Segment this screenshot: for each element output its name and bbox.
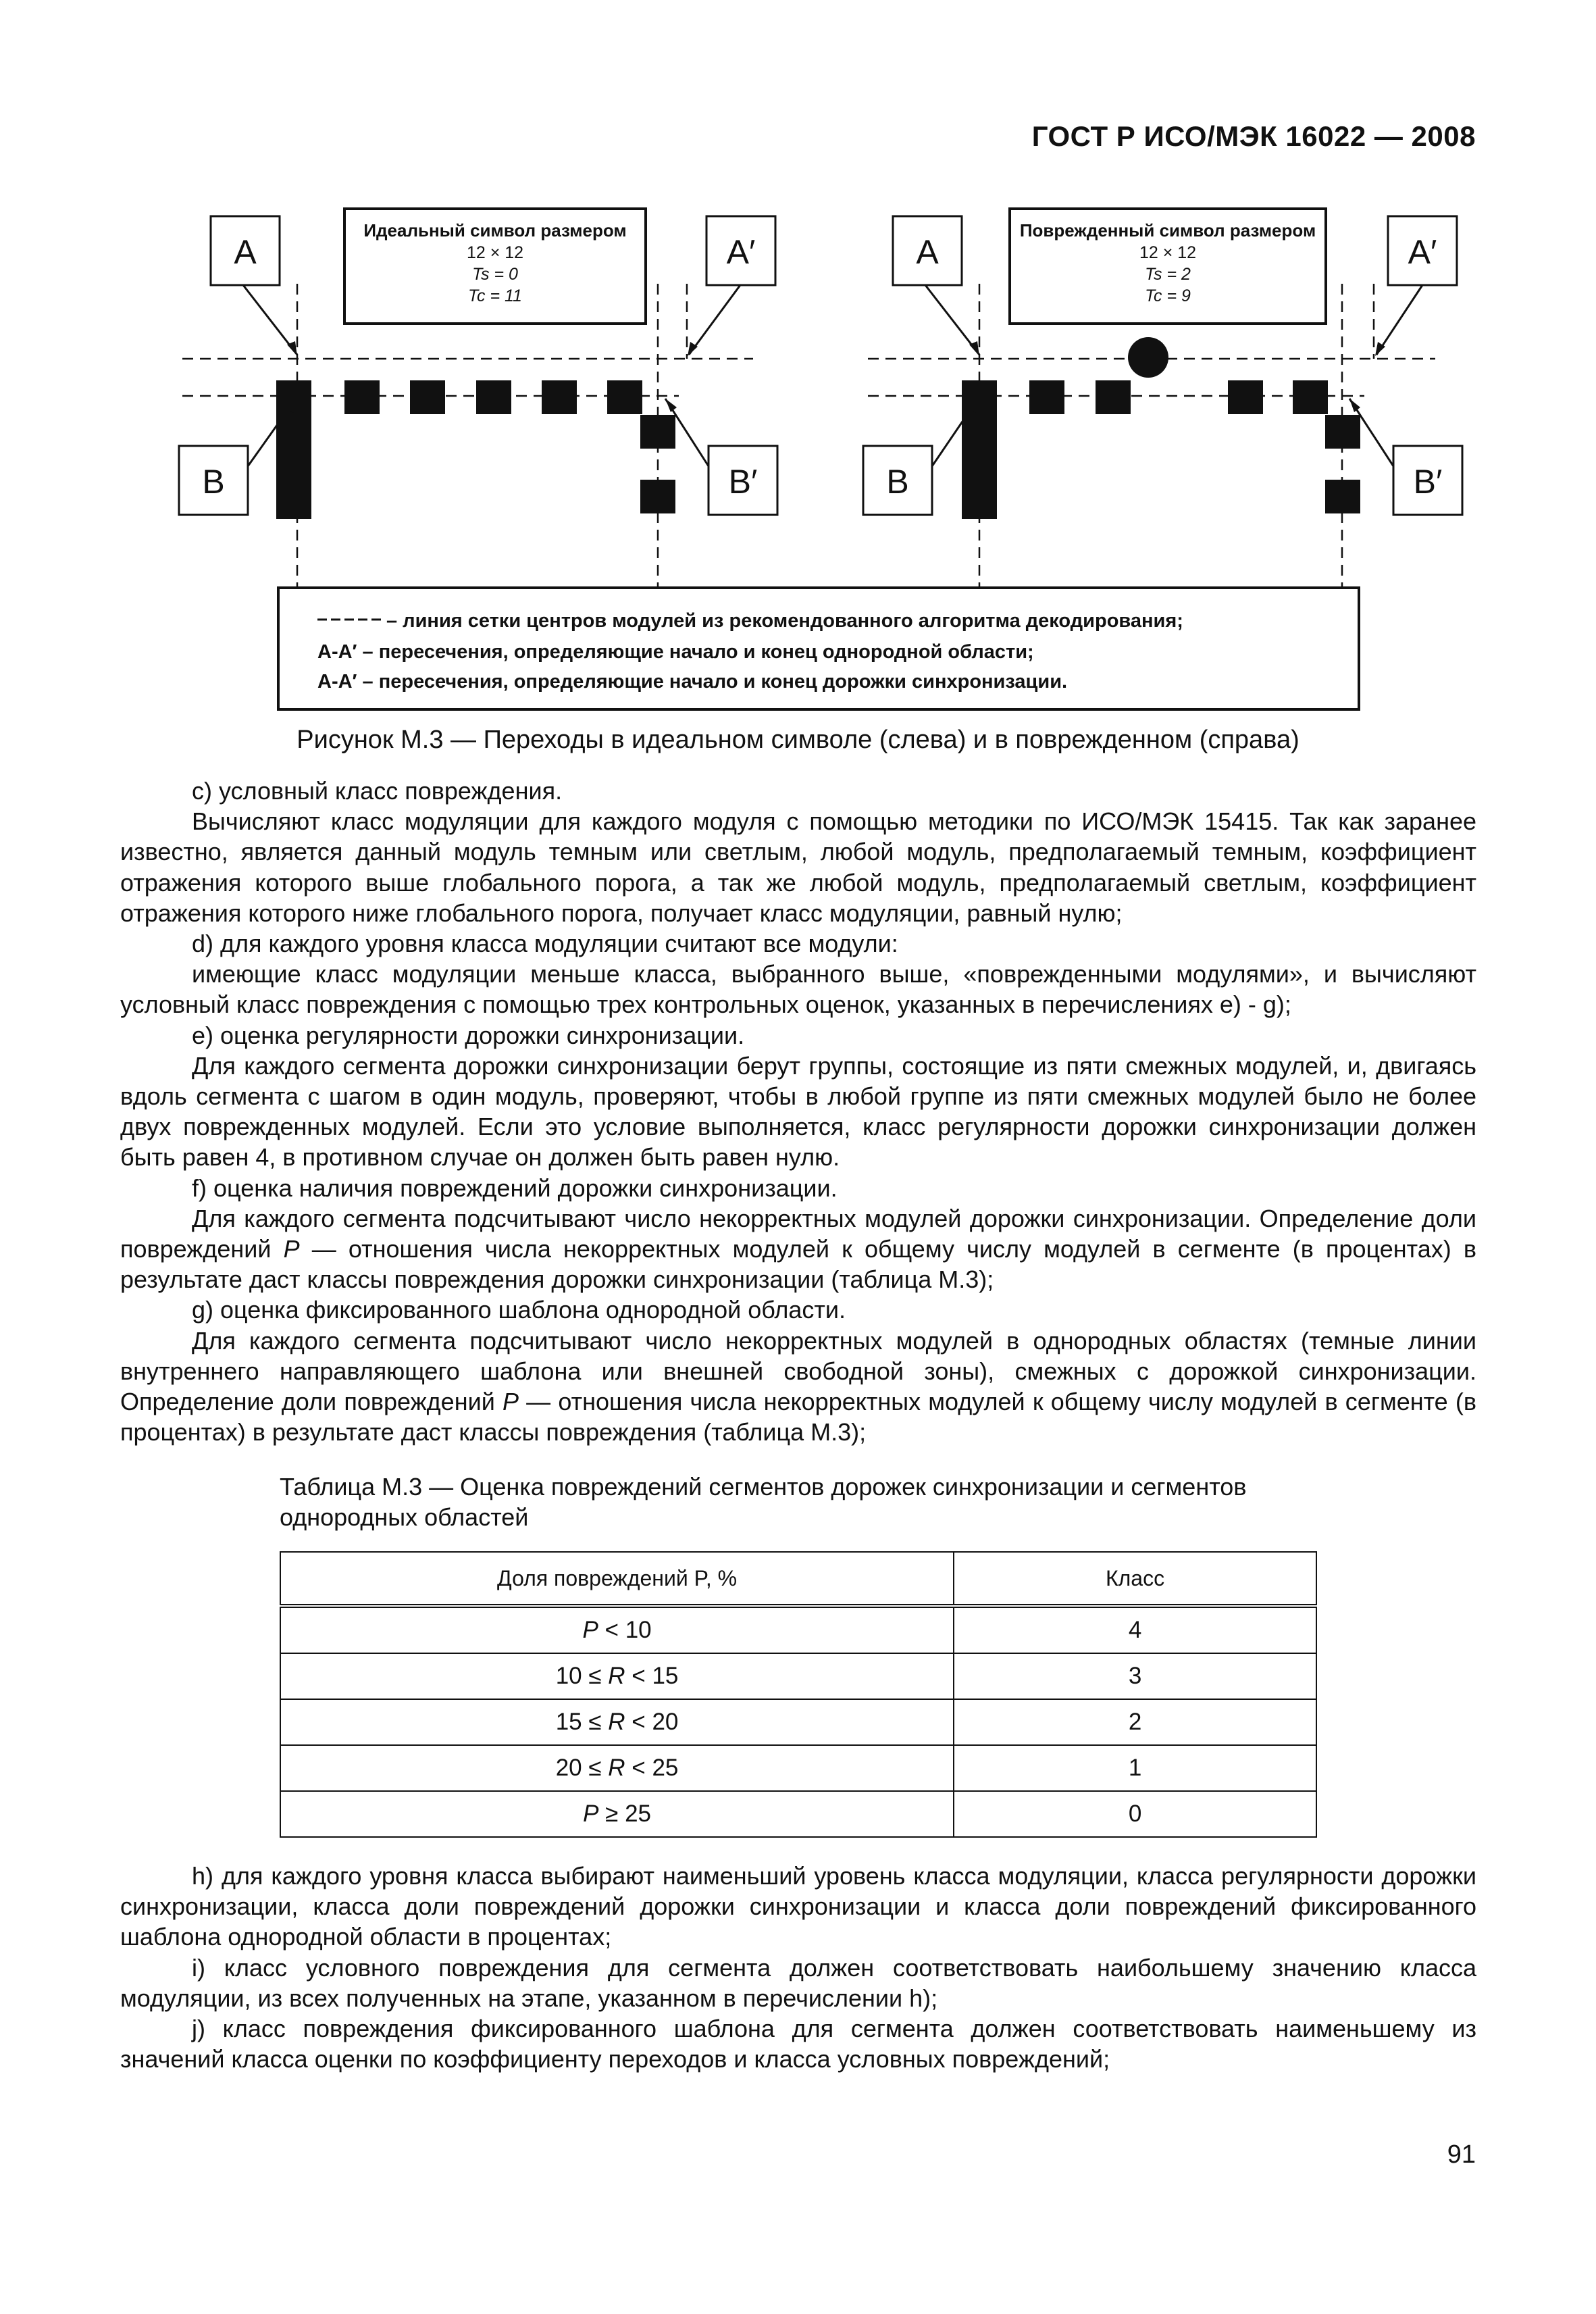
paragraph: d) для каждого уровня класса модуляции считают все модули: [192, 930, 898, 958]
table-cell: 15 ≤ R < 20 [280, 1699, 954, 1745]
left-label-b: B [202, 463, 225, 501]
document-header: ГОСТ Р ИСО/МЭК 16022 — 2008 [1031, 120, 1476, 152]
page-number: 91 [1447, 2140, 1476, 2169]
left-box-ts: Ts = 0 [472, 265, 518, 284]
table-header-row [280, 1552, 1316, 1606]
table-row [280, 1745, 1316, 1791]
right-box-ts: Ts = 2 [1145, 265, 1191, 284]
table-row [280, 1699, 1316, 1745]
body-text-2 [120, 1861, 1476, 2074]
left-label-a: A [234, 233, 257, 271]
figure-caption: Рисунок М.3 — Переходы в идеальном символе (слева) и в поврежденном (справа) [297, 726, 1299, 754]
table-row [280, 1606, 1316, 1653]
damage-dot [1128, 337, 1168, 378]
left-box-title: Идеальный символ размером [363, 220, 627, 241]
table-header-cell: Класс [954, 1552, 1316, 1606]
right-label-a: A [916, 233, 939, 271]
left-box-size: 12 × 12 [466, 243, 524, 262]
table-row [280, 1653, 1316, 1699]
paragraph: е) оценка регулярности дорожки синхронизации. [192, 1021, 745, 1049]
paragraph: g) оценка фиксированного шаблона однородной области. [192, 1296, 846, 1324]
paragraph: i) класс условного повреждения для сегмента должен соответствовать наибольшему значению класса модуляции, из всех полученных на этапе, указанном в перечислении h); [120, 1953, 1476, 2012]
paragraph: h) для каждого уровня класса выбирают наименьший уровень класса модуляции, класса регулярности дорожки синхронизации, класса доли повреждений дорожки синхронизации и класса доли повреждений фиксированного шаблона однородной области в процентах; [120, 1862, 1476, 1951]
table-cell: 1 [954, 1745, 1316, 1791]
table-cell: 3 [954, 1653, 1316, 1699]
table-row [280, 1791, 1316, 1837]
legend-line-2: A-A′ – пересечения, определяющие начало и конец однородной области; [317, 641, 1034, 663]
table-header-cell: Доля повреждений P, % [280, 1552, 954, 1606]
paragraph: Для каждого сегмента подсчитывают число некорректных модулей в однородных областях (темные линии внутреннего направляющего шаблона или внешней свободной зоны), смежных с дорожкой синхронизации. Определение доли повреждений P — отношения числа некорректных модулей к общему числу модулей в сегменте (в процентах) в результате даст классы повреждения (таблица М.3); [120, 1326, 1476, 1447]
right-box-tc: Tc = 9 [1145, 286, 1191, 305]
paragraph: с) условный класс повреждения. [192, 777, 563, 805]
right-box-title: Поврежденный символ размером [1019, 220, 1316, 241]
paragraph: Для каждого сегмента дорожки синхронизации берут группы, состоящие из пяти смежных модулей, и, двигаясь вдоль сегмента с шагом в один модуль, проверяют, чтобы в любой группе из пяти смежных модулей было не более двух поврежденных модулей. Если это условие выполняется, класс регулярности дорожки синхронизации должен быть равен 4, в противном случае он должен быть равен нулю. [120, 1051, 1476, 1172]
table-cell: 2 [954, 1699, 1316, 1745]
right-label-b: B [886, 463, 909, 501]
table-cell: P ≥ 25 [280, 1791, 954, 1837]
left-label-a2: A′ [726, 233, 756, 271]
right-box-size: 12 × 12 [1139, 243, 1197, 262]
legend-line-3: A-A′ – пересечения, определяющие начало и конец дорожки синхронизации. [317, 671, 1068, 693]
paragraph: Вычисляют класс модуляции для каждого модуля с помощью методики по ИСО/МЭК 15415. Так как заранее известно, является данный модуль темным или светлым, любой модуль, предполагаемый темным, коэффициент отражения которого выше глобального порога, а так же любой модуль, предполагаемый светлым, коэффициент отражения которого ниже глобального порога, получает класс модуляции, равный нулю; [120, 807, 1476, 927]
right-label-b2: B′ [1413, 463, 1443, 501]
table-cell: P < 10 [280, 1606, 954, 1653]
left-label-b2: B′ [728, 463, 758, 501]
table-cell: 20 ≤ R < 25 [280, 1745, 954, 1791]
paragraph: Для каждого сегмента подсчитывают число некорректных модулей дорожки синхронизации. Определение доли повреждений P — отношения числа некорректных модулей к общему числу модулей в сегменте (в процентах) в результате даст классы повреждения дорожки синхронизации (таблица М.3); [120, 1204, 1476, 1294]
table-caption: Таблица М.3 — Оценка повреждений сегментов дорожек синхронизации и сегментов однородных областей [280, 1473, 1247, 1531]
table-cell: 0 [954, 1791, 1316, 1837]
table-cell: 4 [954, 1606, 1316, 1653]
paragraph: f) оценка наличия повреждений дорожки синхронизации. [192, 1174, 838, 1202]
paragraph: j) класс повреждения фиксированного шаблона для сегмента должен соответствовать наименьшему из значений класса оценки по коэффициенту переходов и класса условных повреждений; [120, 2015, 1476, 2073]
left-box-tc: Tc = 11 [468, 286, 522, 305]
right-label-a2: A′ [1408, 233, 1437, 271]
paragraph: имеющие класс модуляции меньше класса, выбранного выше, «поврежденными модулями», и вычисляют условный класс повреждения с помощью трех контрольных оценок, указанных в перечислениях е) - g); [120, 960, 1476, 1019]
figure-m3 [0, 0, 1596, 770]
table-cell: 10 ≤ R < 15 [280, 1653, 954, 1699]
damage-table [280, 1551, 1317, 1838]
legend-line-1: – линия сетки центров модулей из рекомендованного алгоритма декодирования; [386, 610, 1183, 632]
body-text [120, 776, 1476, 1447]
